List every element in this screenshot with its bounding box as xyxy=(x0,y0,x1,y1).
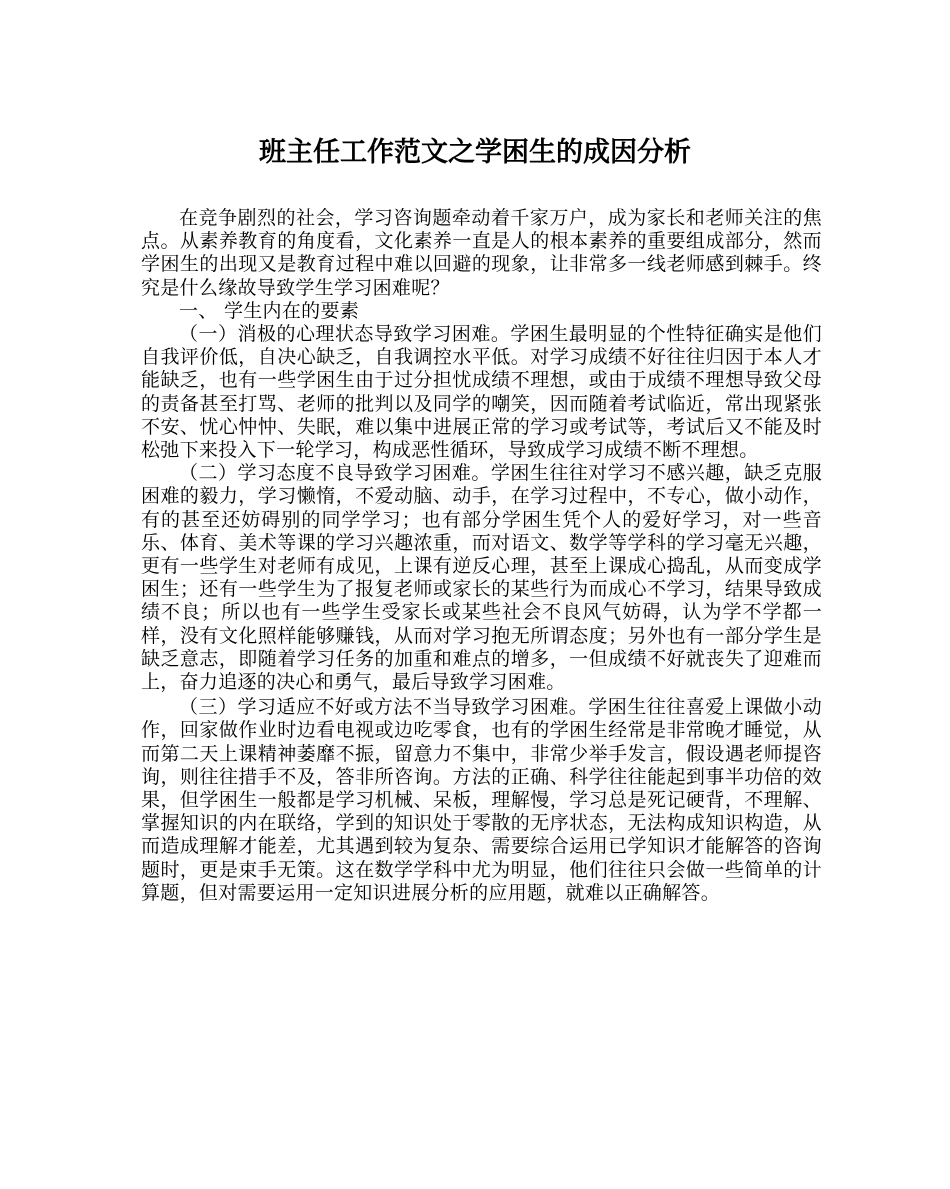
document-body xyxy=(141,207,822,905)
point-two-paragraph: （二）学习态度不良导致学习困难。学困生往往对学习不感兴趣，缺乏克服困难的毅力，学习懒惰，不爱动脑、动手，在学习过程中，不专心，做小动作，有的甚至还妨碍别的同学学习；也有部分学困生凭个人的爱好学习，对一些音乐、体育、美术等课的学习兴趣浓重，而对语文、数学等学科的学习毫无兴趣，更有一些学生对老师有成见，上课有逆反心理，甚至上课成心捣乱，从而变成学困生；还有一些学生为了报复老师或家长的某些行为而成心不学习，结果导致成绩不良；所以也有一些学生受家长或某些社会不良风气妨碍，认为学不学都一样，没有文化照样能够赚钱，从而对学习抱无所谓态度；另外也有一部分学生是缺乏意志，即随着学习任务的加重和难点的增多，一但成绩不好就丧失了迎难而上，奋力追逐的决心和勇气，最后导致学习困难。 xyxy=(141,462,822,694)
point-one-paragraph: （一）消极的心理状态导致学习困难。学困生最明显的个性特征确实是他们自我评价低，自决心缺乏，自我调控水平低。对学习成绩不好往往归因于本人才能缺乏，也有一些学困生由于过分担忧成绩不理想，或由于成绩不理想导致父母的责备甚至打骂、老师的批判以及同学的嘲笑，因而随着考试临近，常出现紧张不安、忧心忡忡、失眠，难以集中进展正常的学习或考试等，考试后又不能及时松弛下来投入下一轮学习，构成恶性循环，导致成学习成绩不断不理想。 xyxy=(141,323,822,462)
intro-paragraph: 在竞争剧烈的社会，学习咨询题牵动着千家万户，成为家长和老师关注的焦点。从素养教育的角度看，文化素养一直是人的根本素养的重要组成部分，然而学困生的出现又是教育过程中难以回避的现象，让非常多一线老师感到棘手。终究是什么缘故导致学生学习困难呢？ xyxy=(141,207,822,299)
section-heading: 一、 学生内在的要素 xyxy=(179,299,360,322)
document-title: 班主任工作范文之学困生的成因分析 xyxy=(259,137,691,168)
point-three-paragraph: （三）学习适应不好或方法不当导致学习困难。学困生往往喜爱上课做小动作，回家做作业时边看电视或边吃零食，也有的学困生经常是非常晚才睡觉，从而第二天上课精神萎靡不振，留意力不集中，非常少举手发言，假设遇老师提咨询，则往往措手不及，答非所咨询。方法的正确、科学往往能起到事半功倍的效果，但学困生一般都是学习机械、呆板，理解慢，学习总是死记硬背，不理解、掌握知识的内在联络，学到的知识处于零散的无序状态，无法构成知识构造，从而造成理解才能差，尤其遇到较为复杂、需要综合运用已学知识才能解答的咨询题时，更是束手无策。这在数学学科中尤为明显，他们往往只会做一些简单的计算题，但对需要运用一定知识进展分析的应用题，就难以正确解答。 xyxy=(141,696,822,904)
